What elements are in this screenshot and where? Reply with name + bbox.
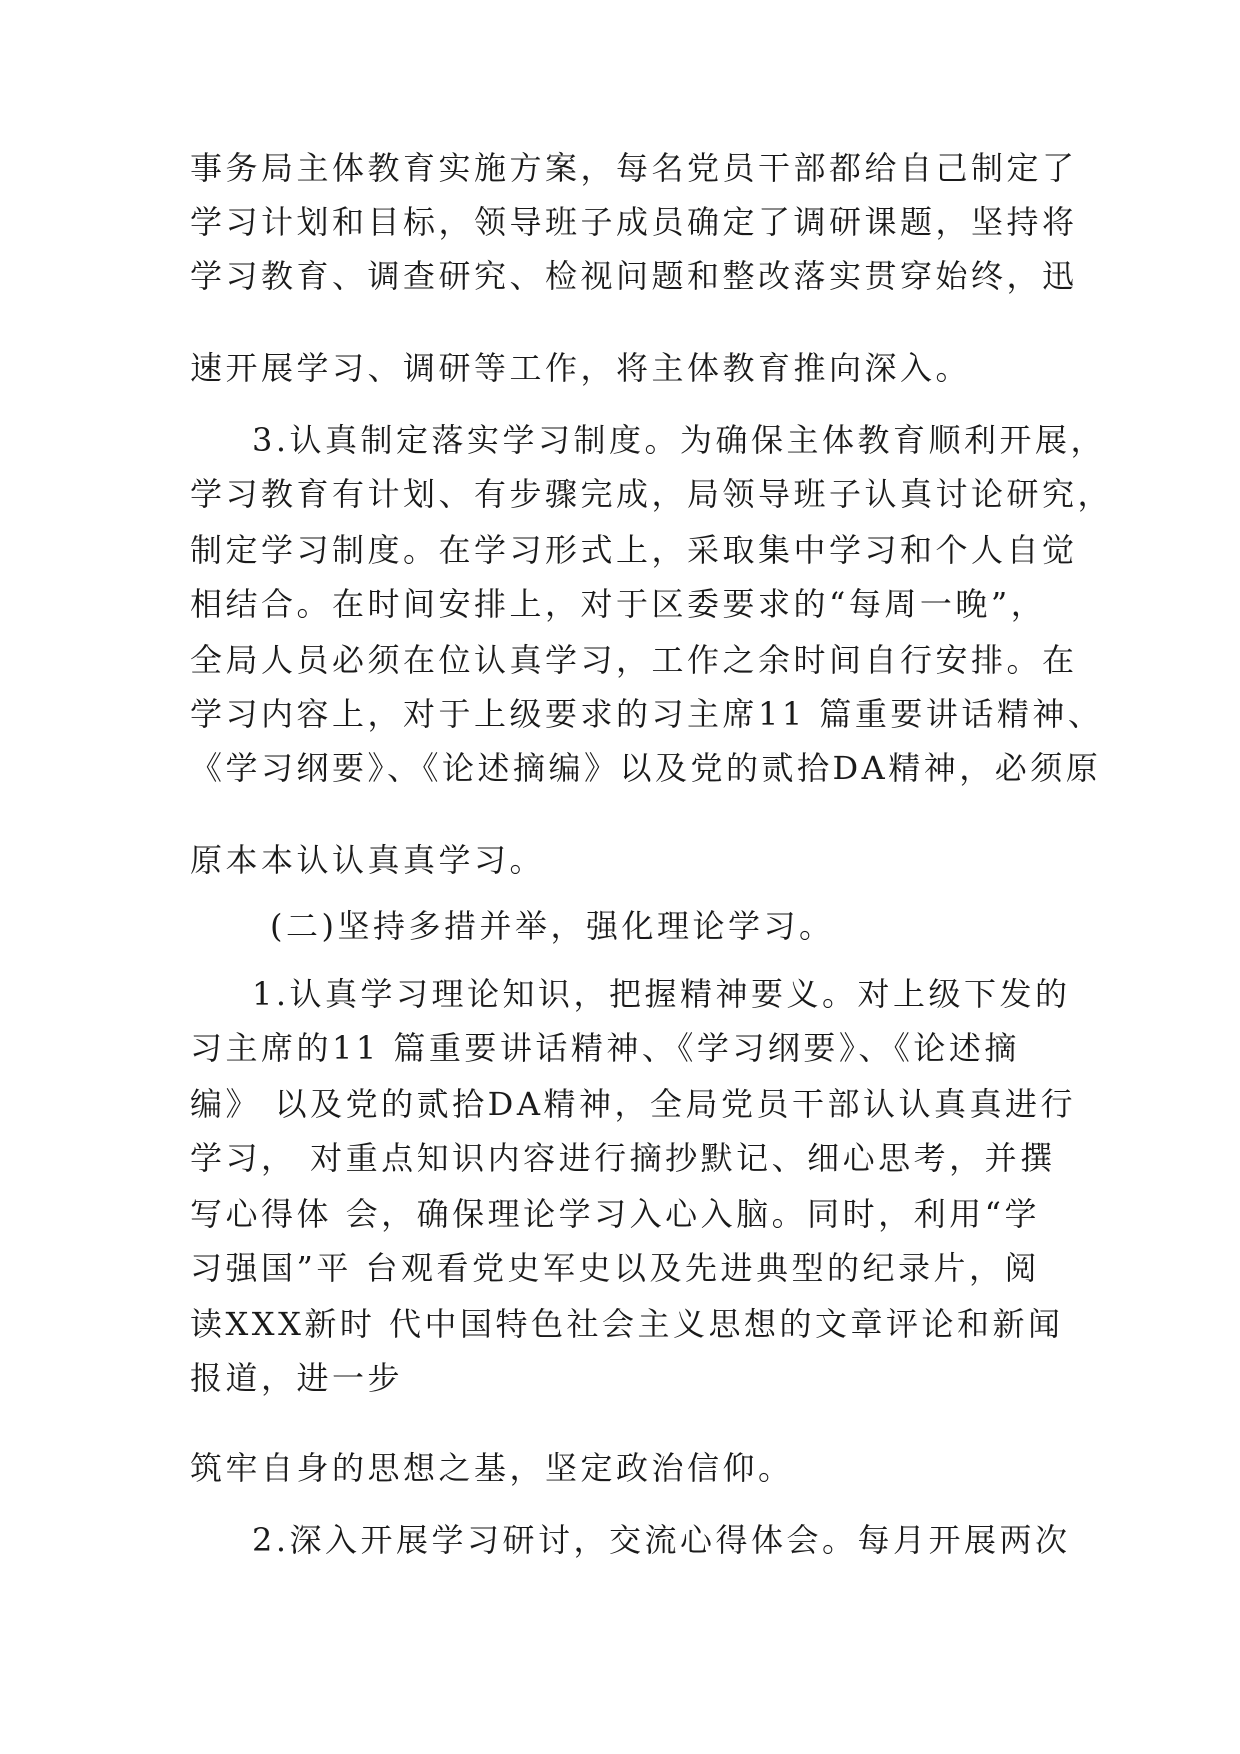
paragraph-heading: 1.认真学习理论知识，把握精神要义。对上级下发的 xyxy=(252,975,1071,1013)
text-line: 《学习纲要》、《论述摘编》以及党的贰拾DA精神，必须原 xyxy=(190,749,1102,787)
text-line: 事务局主体教育实施方案，每名党员干部都给自己制定了 xyxy=(190,149,1078,187)
text-line: 编》 以及党的贰拾DA精神，全局党员干部认认真真进行 xyxy=(190,1085,1076,1123)
text-line: 学习教育有计划、有步骤完成，局领导班子认真讨论研究， xyxy=(190,475,1114,513)
text-line: 学习， 对重点知识内容进行摘抄默记、细心思考，并撰 xyxy=(190,1139,1056,1177)
text-line: 学习内容上，对于上级要求的习主席11 篇重要讲话精神、 xyxy=(190,695,1104,733)
text-line: 相结合。在时间安排上，对于区委要求的“每周一晚”， xyxy=(190,585,1047,623)
text-line: 习强国”平 台观看党史军史以及先进典型的纪录片，阅 xyxy=(190,1249,1041,1287)
paragraph-heading: 2.深入开展学习研讨，交流心得体会。每月开展两次 xyxy=(252,1521,1071,1559)
text-line: 筑牢自身的思想之基，坚定政治信仰。 xyxy=(190,1449,794,1487)
text-line: 学习教育、调查研究、检视问题和整改落实贯穿始终，迅 xyxy=(190,257,1078,295)
text-line: 写心得体 会，确保理论学习入心入脑。同时，利用“学 xyxy=(190,1195,1041,1233)
text-line: 制定学习制度。在学习形式上，采取集中学习和个人自觉 xyxy=(190,531,1078,569)
text-line: 习主席的11 篇重要讲话精神、《学习纲要》、《论述摘 xyxy=(190,1029,1020,1067)
text-line: 学习计划和目标，领导班子成员确定了调研课题，坚持将 xyxy=(190,203,1078,241)
text-line: 全局人员必须在位认真学习，工作之余时间自行安排。在 xyxy=(190,641,1078,679)
text-line: 报道，进一步 xyxy=(190,1359,404,1397)
text-line: 速开展学习、调研等工作，将主体教育推向深入。 xyxy=(190,349,972,387)
text-line: 读XXX新时 代中国特色社会主义思想的文章评论和新闻 xyxy=(190,1305,1064,1343)
text-line: 原本本认认真真学习。 xyxy=(190,841,546,879)
paragraph-heading: 3.认真制定落实学习制度。为确保主体教育顺利开展， xyxy=(252,421,1107,459)
section-heading: (二)坚持多措并举，强化理论学习。 xyxy=(270,907,835,945)
